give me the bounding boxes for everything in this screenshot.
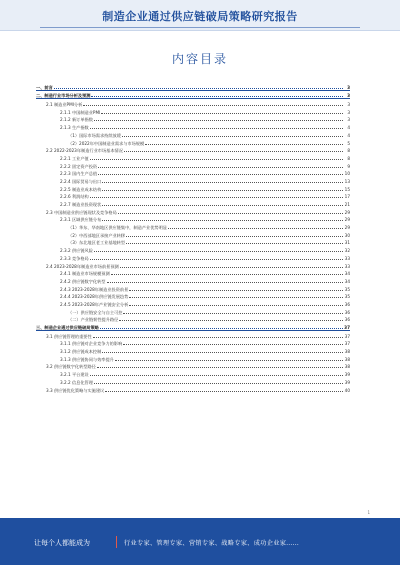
toc-entry[interactable]: [36, 307, 350, 315]
toc-entry-page: 36: [344, 309, 350, 315]
toc-entry[interactable]: [36, 130, 350, 138]
toc-entry[interactable]: [36, 346, 350, 354]
toc-dot-leader: [91, 95, 343, 97]
toc-entry-page: 34: [344, 278, 350, 284]
toc-dot-leader: [102, 189, 343, 191]
toc-entry-page: 30: [344, 232, 350, 238]
toc-entry-page: 3: [347, 102, 350, 108]
toc-entry-label: 2.1.1 中国制造业PMI: [60, 109, 101, 115]
toc-entry-label: （2）中西部地区承接产业转移: [68, 232, 126, 238]
toc-entry[interactable]: [36, 169, 350, 177]
toc-entry[interactable]: [36, 269, 350, 277]
toc-dot-leader: [94, 119, 343, 121]
toc-entry-page: 39: [344, 372, 350, 378]
toc-entry-label: 3.1.1 供应链对企业竞争力的影响: [60, 341, 123, 347]
toc-entry[interactable]: [36, 153, 350, 161]
document-title: 制造企业通过供应链破局策略研究报告: [102, 10, 298, 23]
toc-entry-label: 一、前言: [36, 84, 53, 90]
toc-entry-page: 21: [344, 202, 350, 207]
toc-entry[interactable]: [36, 238, 350, 246]
toc-dot-leader: [101, 112, 343, 114]
toc-entry-page: 13: [344, 178, 350, 184]
toc-entry-label: 2.2.4 国际贸易与出口: [60, 178, 102, 184]
toc-entry-label: 二、制造行业市场分析及预测: [36, 93, 91, 99]
toc-entry-label: 2.2.6 利润结构: [60, 194, 89, 200]
toc-entry-label: 3.2.2 信息化管理: [60, 379, 93, 385]
toc-entry-page: 36: [344, 317, 350, 323]
toc-dot-leader: [90, 158, 343, 160]
toc-entry[interactable]: [36, 192, 350, 200]
toc-dot-leader: [129, 304, 343, 306]
toc-entry[interactable]: [36, 377, 350, 385]
toc-entry[interactable]: [36, 138, 350, 146]
toc-dot-leader: [90, 196, 343, 198]
toc-entry-label: 三、制造企业通过供应链破局策略: [36, 325, 99, 330]
toc-entry[interactable]: [36, 315, 350, 323]
toc-entry[interactable]: [36, 245, 350, 253]
toc-dot-leader: [97, 366, 343, 368]
toc-entry[interactable]: [36, 292, 350, 300]
toc-entry[interactable]: [36, 331, 350, 339]
toc-entry[interactable]: [36, 222, 350, 230]
toc-entry[interactable]: [36, 230, 350, 238]
toc-entry-page: 3: [347, 109, 350, 115]
toc-entry[interactable]: [36, 362, 350, 370]
toc-entry-page: 29: [344, 209, 350, 215]
toc-dot-leader: [124, 150, 343, 152]
toc-entry-label: 2.3.1 区域供应链分布: [60, 217, 102, 223]
toc-entry-page: 3: [347, 84, 350, 90]
toc-entry-label: 2.3.3 竞争格局: [60, 255, 89, 261]
toc-dot-leader: [122, 135, 343, 137]
toc-entry-label: （二）产业链韧性提升路径: [68, 317, 119, 323]
toc-entry[interactable]: [36, 82, 350, 91]
toc-entry[interactable]: [36, 284, 350, 292]
header-divider: [40, 27, 360, 28]
toc-dot-leader: [123, 343, 343, 345]
toc-entry-label: 2.1.3 生产指数: [60, 125, 89, 131]
toc-entry-label: 2.2 2022-2023年制造行业市场基本情况: [46, 148, 123, 154]
toc-entry-label: 3.1 供应链管理的重要性: [46, 333, 92, 339]
toc-entry-page: 36: [344, 301, 350, 307]
toc-entry[interactable]: [36, 176, 350, 184]
toc-dot-leader: [120, 266, 343, 268]
toc-dot-leader: [129, 289, 343, 291]
toc-dot-leader: [168, 227, 343, 229]
toc-entry-page: 10: [344, 171, 350, 177]
toc-entry[interactable]: [36, 91, 350, 100]
toc-entry-label: 2.2.7 制造业投资现状: [60, 202, 102, 207]
toc-entry[interactable]: [36, 339, 350, 347]
toc-dot-leader: [93, 336, 343, 338]
toc-entry-page: 8: [347, 148, 350, 154]
toc-entry-label: 2.3.2 供应链风险: [60, 248, 93, 254]
toc-entry-page: 40: [344, 387, 350, 393]
toc-entry[interactable]: [36, 253, 350, 261]
toc-dot-leader: [90, 258, 343, 260]
toc-dot-leader: [98, 166, 343, 168]
toc-entry-page: 38: [344, 349, 350, 355]
toc-entry-label: 2.4.3 2023-2028年制造业投资前景: [60, 286, 129, 292]
toc-entry-page: 15: [344, 186, 350, 192]
toc-entry-label: 2.4.1 制造业市场规模预测: [60, 271, 110, 277]
toc-entry[interactable]: [36, 199, 350, 207]
toc-title: 内容目录: [171, 52, 228, 66]
toc-dot-leader: [90, 127, 343, 129]
toc-entry-label: 3.3 供应链优化策略与实施建议: [46, 387, 105, 393]
toc-dot-leader: [111, 273, 343, 275]
toc-entry-label: （一）供应链安全与自主可控: [68, 309, 123, 315]
toc-dot-leader: [98, 173, 343, 175]
toc-entry-label: 3.2 供应链数字化转型路径: [46, 364, 96, 370]
toc-entry-page: 33: [344, 263, 350, 269]
toc-dot-leader: [94, 250, 343, 252]
toc-entry-label: 2.1.2 新订单指数: [60, 117, 93, 123]
toc-entry[interactable]: [36, 261, 350, 269]
toc-entry[interactable]: [36, 276, 350, 284]
toc-entry-page: 35: [344, 286, 350, 292]
toc-entry-label: 2.4.5 2023-2028年产业链安全分析: [60, 301, 129, 307]
toc-dot-leader: [126, 242, 343, 244]
toc-entry-page: 37: [344, 333, 350, 339]
toc-entry[interactable]: [36, 322, 350, 331]
toc-entry-label: 3.1.3 供应链协同与效率提升: [60, 356, 114, 362]
toc-entry[interactable]: [36, 115, 350, 123]
toc-entry-label: （2）2022年中国制造业需求与市场规模: [68, 140, 145, 146]
toc-entry[interactable]: [36, 354, 350, 362]
toc-dot-leader: [100, 327, 343, 329]
toc-entry[interactable]: [36, 161, 350, 169]
toc-entry-label: 2.1 制造业PMI分析: [46, 102, 83, 108]
toc-dot-leader: [94, 382, 343, 384]
toc-entry-page: 34: [344, 271, 350, 277]
toc-dot-leader: [102, 181, 343, 183]
toc-dot-leader: [105, 390, 343, 392]
footer-slogan: 让每个人都能成为: [34, 539, 90, 547]
toc-entry[interactable]: [36, 299, 350, 307]
toc-entry-page: 39: [344, 379, 350, 385]
toc-entry-page: 3: [347, 93, 350, 99]
toc-entry-label: （3）东北地区老工业基地转型: [68, 240, 126, 246]
toc-entry-page: 38: [344, 356, 350, 362]
toc-entry[interactable]: [36, 385, 350, 393]
toc-entry-page: 38: [344, 364, 350, 370]
toc-entry-label: （1）国际市场需求持续放缓: [68, 132, 121, 138]
page-number: 1: [367, 510, 370, 515]
toc-dot-leader: [102, 204, 343, 206]
toc-entry-page: 8: [347, 155, 350, 161]
toc-entry-label: 2.4.2 供应链数字化转型: [60, 278, 106, 284]
toc-dot-leader: [54, 87, 343, 89]
toc-entry-label: 2.3 中国制造业供应链现状及竞争格局: [46, 209, 117, 215]
toc-entry-label: 2.2.5 制造业成本结构: [60, 186, 102, 192]
toc-entry-label: 3.2.1 平台建设: [60, 372, 89, 378]
toc-dot-leader: [83, 104, 343, 106]
toc-entry-page: 32: [344, 248, 350, 254]
toc-entry-label: 2.4 2023-2028年制造业市场前景预测: [46, 263, 119, 269]
toc-entry-label: 2.2.3 国内生产总值: [60, 171, 98, 177]
toc-dot-leader: [115, 359, 343, 361]
toc-entry-label: 2.2.1 工业产值: [60, 155, 89, 161]
toc-dot-leader: [119, 319, 343, 321]
toc-entry-page: 31: [344, 240, 350, 246]
footer-divider: [116, 536, 117, 548]
toc-dot-leader: [145, 143, 343, 145]
toc-entry-page: 35: [344, 294, 350, 300]
toc-entry-page: 9: [347, 163, 350, 169]
footer-banner: [0, 518, 400, 565]
toc-entry-page: 5: [347, 140, 350, 146]
toc-entry-page: 37: [344, 341, 350, 347]
toc-entry[interactable]: [36, 146, 350, 154]
toc-entry-page: 29: [344, 225, 350, 231]
toc-entry-page: 17: [344, 194, 350, 200]
toc-dot-leader: [123, 312, 343, 314]
toc-entry-label: 2.4.4 2023-2028年供应链发展趋势: [60, 294, 129, 300]
toc-dot-leader: [126, 235, 343, 237]
toc-dot-leader: [129, 296, 343, 298]
footer-tagline: 行业专家、管理专家、营销专家、战略专家、成功企业家……: [124, 540, 300, 547]
toc-entry-label: （1）华东、华南地区供应链集中，制造产业优势明显: [68, 225, 167, 231]
toc-entry-page: 3: [347, 117, 350, 123]
toc-entry[interactable]: [36, 215, 350, 223]
toc-entry[interactable]: [36, 369, 350, 377]
document-header: [0, 0, 400, 31]
toc-entry[interactable]: [36, 122, 350, 130]
toc-entry-label: 2.2.2 固定资产投资: [60, 163, 98, 169]
toc-entry[interactable]: [36, 99, 350, 107]
toc-dot-leader: [102, 219, 343, 221]
toc-dot-leader: [102, 351, 343, 353]
toc-entry[interactable]: [36, 184, 350, 192]
toc-dot-leader: [107, 281, 344, 283]
toc-entry-page: 33: [344, 255, 350, 261]
toc-entry-page: 4: [347, 125, 350, 131]
toc-entry[interactable]: [36, 107, 350, 115]
toc-entry-page: 37: [344, 325, 350, 330]
toc-entry[interactable]: [36, 207, 350, 215]
toc-entry-page: 29: [344, 217, 350, 223]
toc-dot-leader: [118, 212, 343, 214]
toc-entry-label: 3.1.2 供应链成本控制: [60, 349, 102, 355]
toc-entry-page: 4: [347, 132, 350, 138]
toc-dot-leader: [90, 374, 343, 376]
table-of-contents: [36, 82, 350, 393]
